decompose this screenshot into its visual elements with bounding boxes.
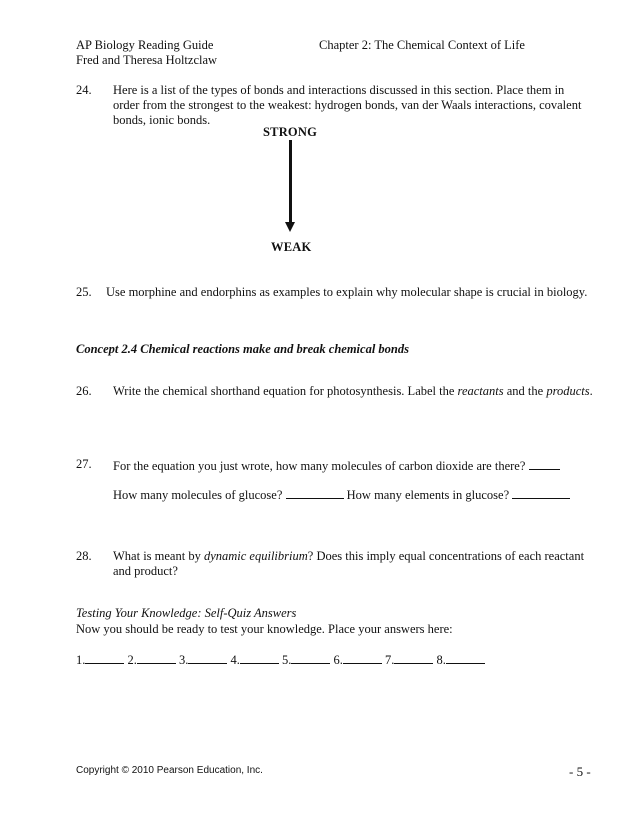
- question-27-line-1: For the equation you just wrote, how many molecules of carbon dioxide are there?: [113, 457, 593, 474]
- answer-blank-7[interactable]: [394, 651, 433, 664]
- chapter-title: Chapter 2: The Chemical Context of Life: [319, 38, 525, 52]
- question-25-text: Use morphine and endorphins as examples to explain why molecular shape is crucial in biology.: [106, 285, 588, 299]
- dynamic-equilibrium-term: dynamic equilibrium: [203, 549, 308, 563]
- answer-blank-4[interactable]: [240, 651, 279, 664]
- self-quiz-answer-row: 1. 2. 3. 4. 5. 6. 7. 8.: [76, 651, 485, 668]
- copyright-notice: Copyright © 2010 Pearson Education, Inc.: [76, 765, 263, 776]
- answer-blank-glucose-molecules[interactable]: [286, 486, 344, 499]
- answer-blank-6[interactable]: [343, 651, 382, 664]
- question-24-text: Here is a list of the types of bonds and interactions discussed in this section. Place them in order from the strongest to the weakest: hydrogen bonds, van der Waals interactions, covalent bonds, ionic bonds.: [113, 83, 582, 127]
- reactants-term: reactants: [457, 384, 504, 398]
- answer-blank-5[interactable]: [291, 651, 330, 664]
- weak-label: WEAK: [271, 240, 312, 254]
- answer-blank-2[interactable]: [137, 651, 176, 664]
- answer-blank-1[interactable]: [85, 651, 124, 664]
- authors: Fred and Theresa Holtzclaw: [76, 53, 218, 67]
- strong-label: STRONG: [263, 125, 317, 139]
- question-24-number: 24.: [76, 83, 92, 97]
- question-28-text: What is meant by dynamic equilibrium? Does this imply equal concentrations of each reactant and product?: [113, 549, 585, 578]
- question-26-number: 26.: [76, 384, 92, 398]
- self-quiz-instruction: Now you should be ready to test your knowledge. Place your answers here:: [76, 622, 453, 636]
- answer-blank-glucose-elements[interactable]: [512, 486, 570, 499]
- arrow-down-icon: [285, 222, 295, 232]
- page-header: [76, 38, 316, 68]
- answer-blank-8[interactable]: [446, 651, 485, 664]
- answer-blank-3[interactable]: [188, 651, 227, 664]
- page-number: - 5 -: [569, 764, 591, 779]
- question-25-number: 25.: [76, 285, 92, 299]
- answer-blank-co2[interactable]: [529, 457, 560, 470]
- strength-arrow-shaft: [289, 140, 292, 225]
- question-27-line-2: How many molecules of glucose? How many elements in glucose?: [113, 486, 593, 503]
- products-term: products: [546, 384, 590, 398]
- question-28-number: 28.: [76, 549, 92, 563]
- self-quiz-title: Testing Your Knowledge: Self-Quiz Answers: [76, 606, 297, 620]
- concept-heading: Concept 2.4 Chemical reactions make and break chemical bonds: [76, 342, 409, 356]
- question-26-text: Write the chemical shorthand equation for photosynthesis. Label the reactants and the products.: [113, 384, 593, 398]
- course-title: AP Biology Reading Guide: [76, 38, 214, 52]
- question-27-number: 27.: [76, 457, 92, 471]
